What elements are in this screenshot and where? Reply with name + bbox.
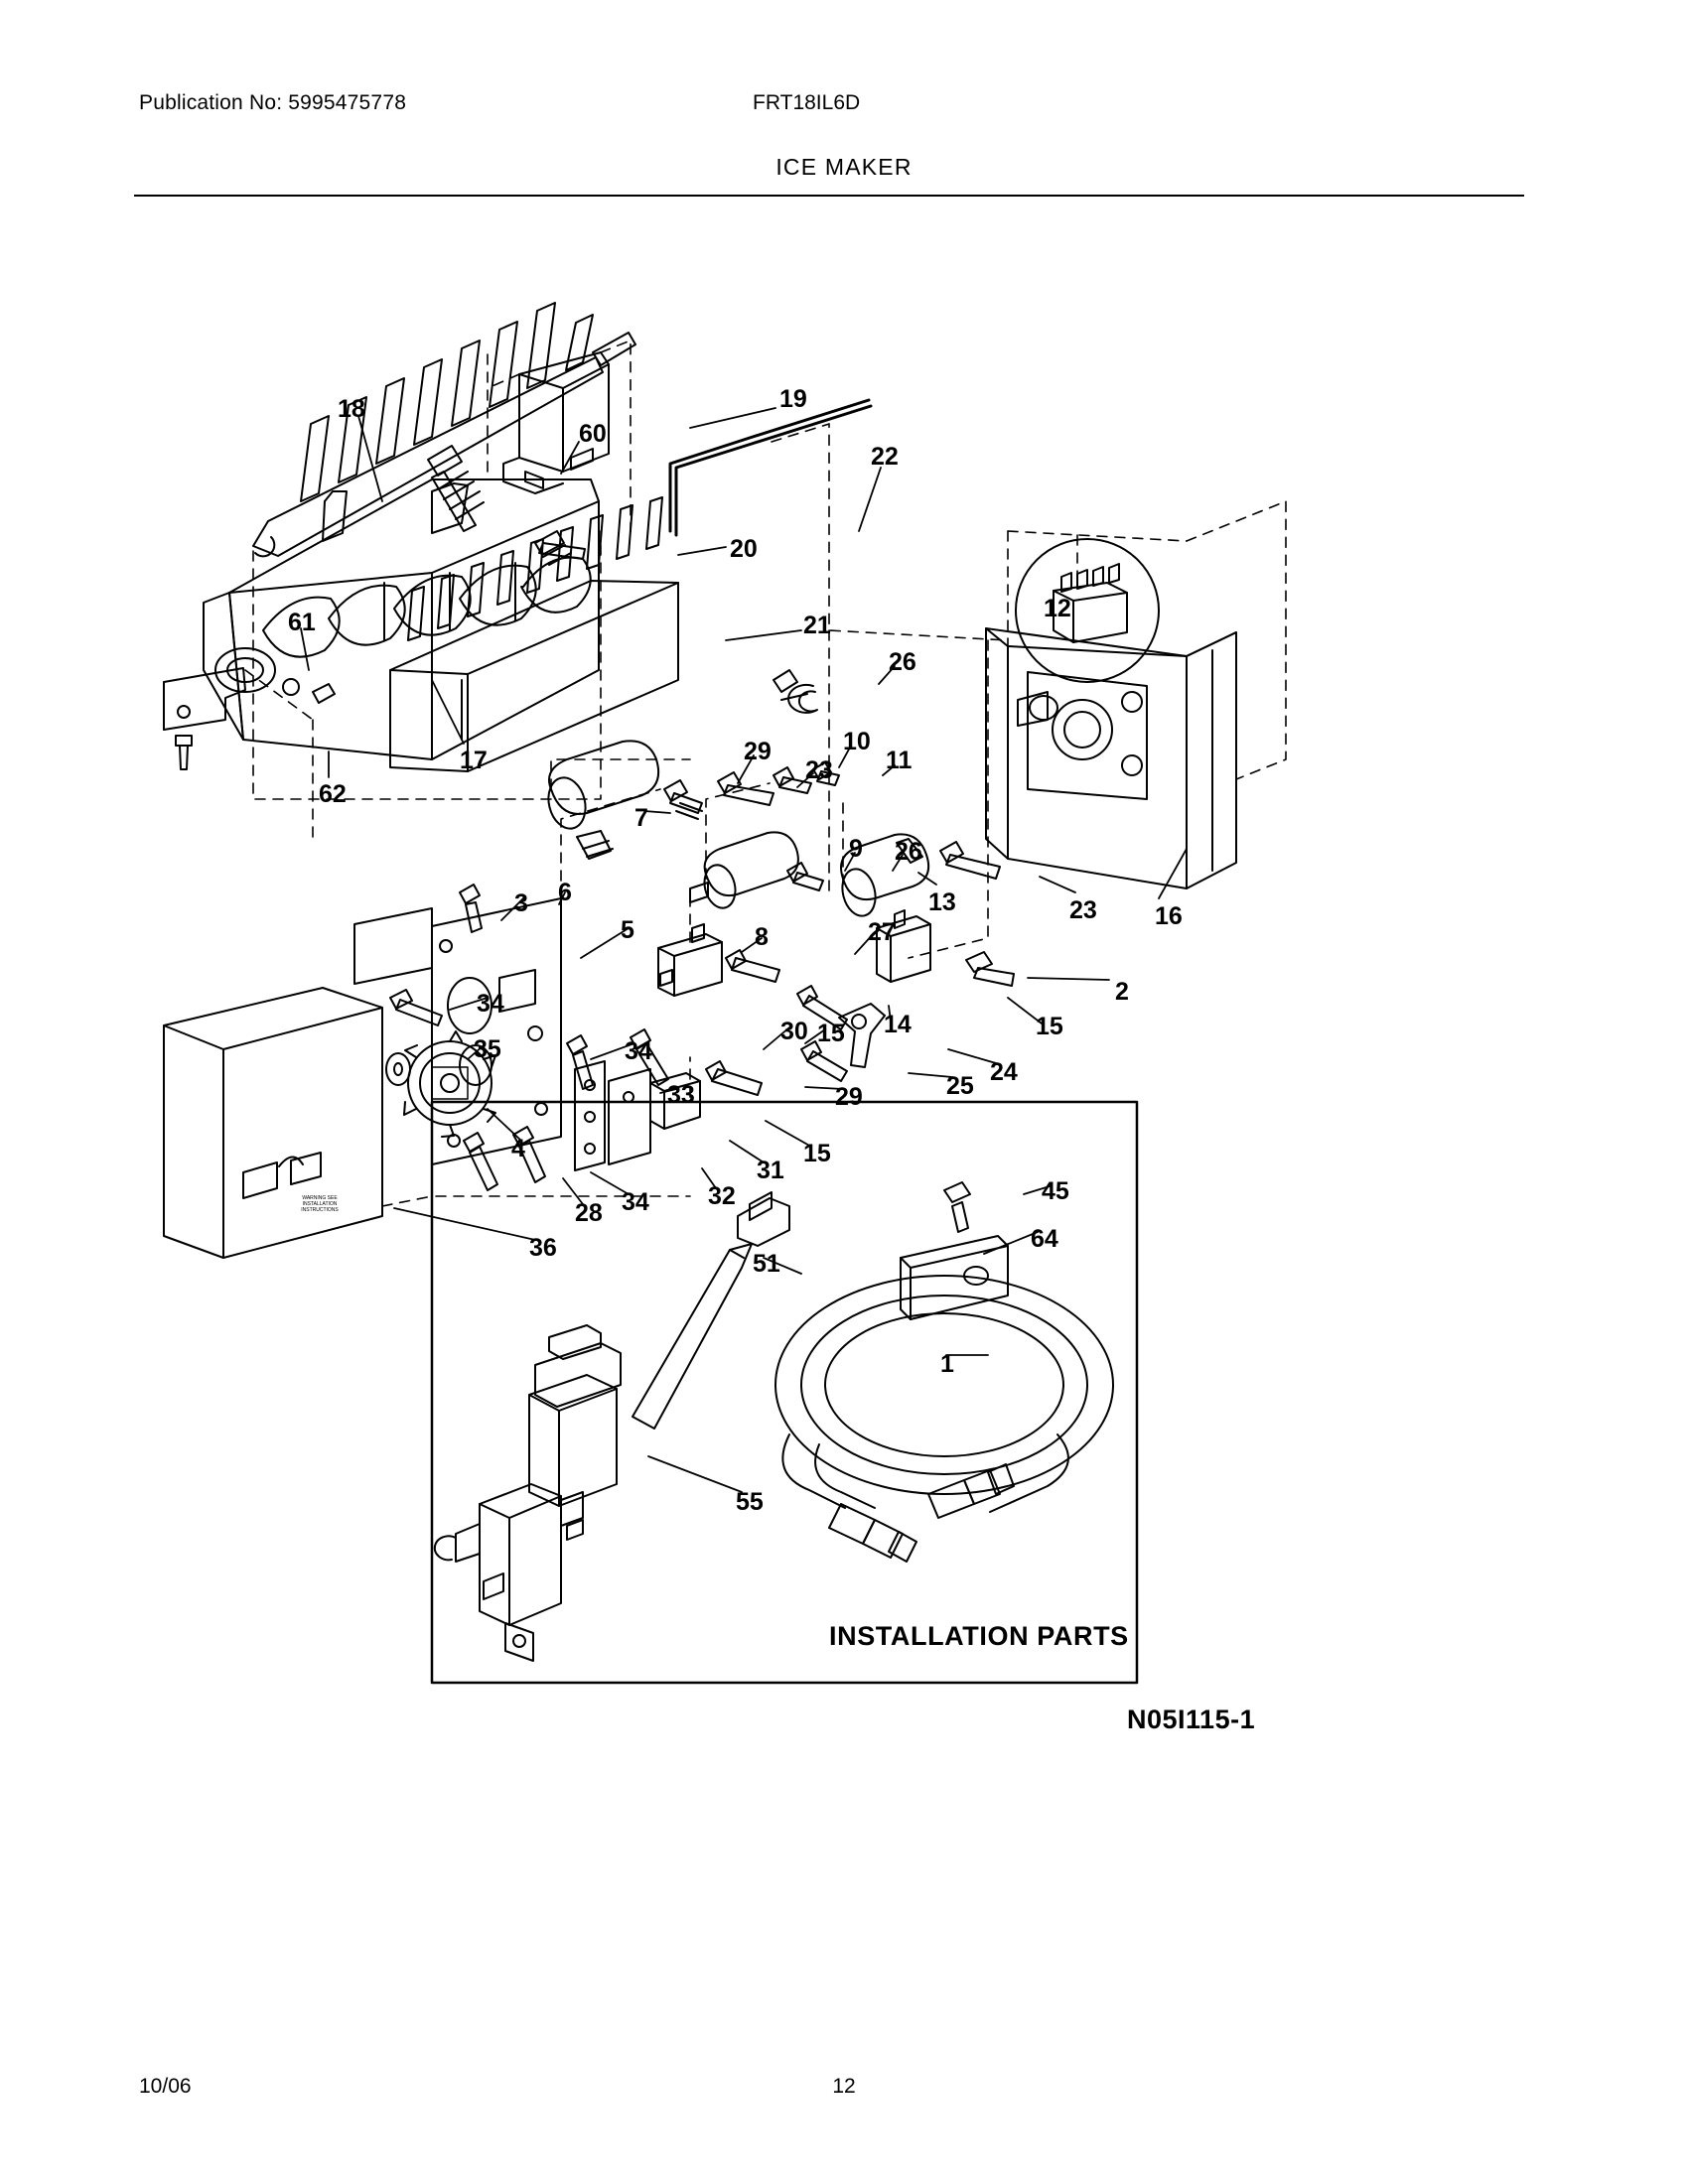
part-26-screw-b [787, 863, 823, 890]
part-35-washer [386, 1053, 410, 1085]
callout-8: 8 [755, 923, 769, 951]
part-23-screw-a [718, 772, 774, 805]
callout-3: 3 [514, 889, 528, 917]
callout-7: 7 [634, 804, 648, 832]
part-26-clip-a [774, 670, 817, 713]
callout-23-b: 23 [1069, 896, 1097, 924]
footer-date: 10/06 [139, 2075, 192, 2098]
callout-21: 21 [803, 612, 831, 639]
callout-60: 60 [579, 420, 607, 448]
callout-33: 33 [667, 1081, 695, 1109]
callout-30: 30 [780, 1018, 808, 1045]
callout-11: 11 [886, 747, 913, 774]
drawing-code: N05I115-1 [1127, 1705, 1256, 1734]
callout-10: 10 [843, 728, 871, 755]
part-51-tube [633, 1192, 789, 1429]
header-divider [134, 195, 1524, 197]
callout-34-c: 34 [622, 1188, 649, 1216]
part-28-screw [464, 1133, 497, 1190]
callout-4: 4 [511, 1135, 525, 1162]
callout-16: 16 [1155, 902, 1183, 930]
part-23-screw-b [940, 842, 1000, 879]
callout-15-c: 15 [803, 1140, 831, 1167]
diagram-artwork [134, 204, 1554, 2020]
callout-23-a: 23 [805, 756, 833, 784]
callout-51: 51 [753, 1250, 780, 1278]
callout-29-a: 29 [744, 738, 772, 765]
callout-26-b: 26 [895, 838, 922, 866]
callout-17: 17 [460, 747, 488, 774]
callout-20: 20 [730, 535, 758, 563]
part-2-clip [966, 952, 1014, 986]
footer-page-number: 12 [832, 2075, 856, 2098]
publication-number: Publication No: 5995475778 [139, 91, 407, 114]
leader-lines [301, 408, 1187, 1492]
part-6-screw [460, 885, 482, 932]
callout-1: 1 [940, 1350, 954, 1378]
callout-31: 31 [757, 1157, 784, 1184]
callout-5: 5 [621, 916, 634, 944]
page-title: ICE MAKER [775, 154, 913, 180]
callout-25: 25 [946, 1072, 974, 1100]
cover-warning-right: WARNING SEE INSTALLATION INSTRUCTIONS [301, 1195, 339, 1213]
callout-64: 64 [1031, 1225, 1058, 1253]
callout-12: 12 [1044, 595, 1071, 622]
callout-45: 45 [1042, 1177, 1069, 1205]
callout-34-b: 34 [625, 1037, 652, 1065]
callout-26-a: 26 [889, 648, 916, 676]
part-3-label [354, 908, 432, 984]
model-number: FRT18IL6D [753, 91, 861, 114]
part-24-lever [839, 1004, 885, 1067]
callout-32: 32 [708, 1182, 736, 1210]
callout-2: 2 [1115, 978, 1129, 1006]
part-60-screw [428, 446, 484, 531]
callout-29-b: 29 [835, 1083, 863, 1111]
callout-15-b: 15 [1036, 1013, 1063, 1040]
callout-19: 19 [779, 385, 807, 413]
part-31-bracket [609, 1069, 650, 1164]
callout-34-a: 34 [477, 990, 504, 1018]
installation-parts-title: INSTALLATION PARTS [829, 1621, 1129, 1651]
callout-14: 14 [884, 1011, 912, 1038]
callout-18: 18 [338, 395, 365, 423]
callout-22: 22 [871, 443, 899, 471]
part-1-water-line [775, 1276, 1113, 1562]
part-34-screw-a [390, 990, 442, 1025]
part-55-water-valve [435, 1325, 621, 1661]
part-12-connector [1016, 539, 1159, 682]
callout-27: 27 [868, 918, 896, 946]
callout-15-a: 15 [817, 1020, 845, 1047]
part-25-screw [801, 1041, 847, 1081]
callout-6: 6 [558, 879, 572, 906]
part-62-screw [176, 736, 192, 769]
part-16-module [986, 628, 1236, 888]
callout-24: 24 [990, 1058, 1018, 1086]
part-17-mold [204, 479, 599, 759]
exploded-parts-diagram [134, 204, 1554, 2020]
callout-28: 28 [575, 1199, 603, 1227]
callout-9: 9 [849, 835, 863, 863]
callout-62: 62 [319, 780, 347, 808]
part-36-cover [164, 988, 382, 1258]
construction-lines [245, 341, 1286, 1206]
callout-61: 61 [288, 609, 316, 636]
part-45-screw [944, 1182, 970, 1232]
part-27-screw [726, 950, 779, 982]
callout-35: 35 [474, 1035, 501, 1063]
callout-36: 36 [529, 1234, 557, 1262]
part-22-arm [670, 400, 871, 535]
callout-13: 13 [928, 888, 956, 916]
callout-55: 55 [736, 1488, 764, 1516]
part-29-screw-b [706, 1061, 762, 1095]
